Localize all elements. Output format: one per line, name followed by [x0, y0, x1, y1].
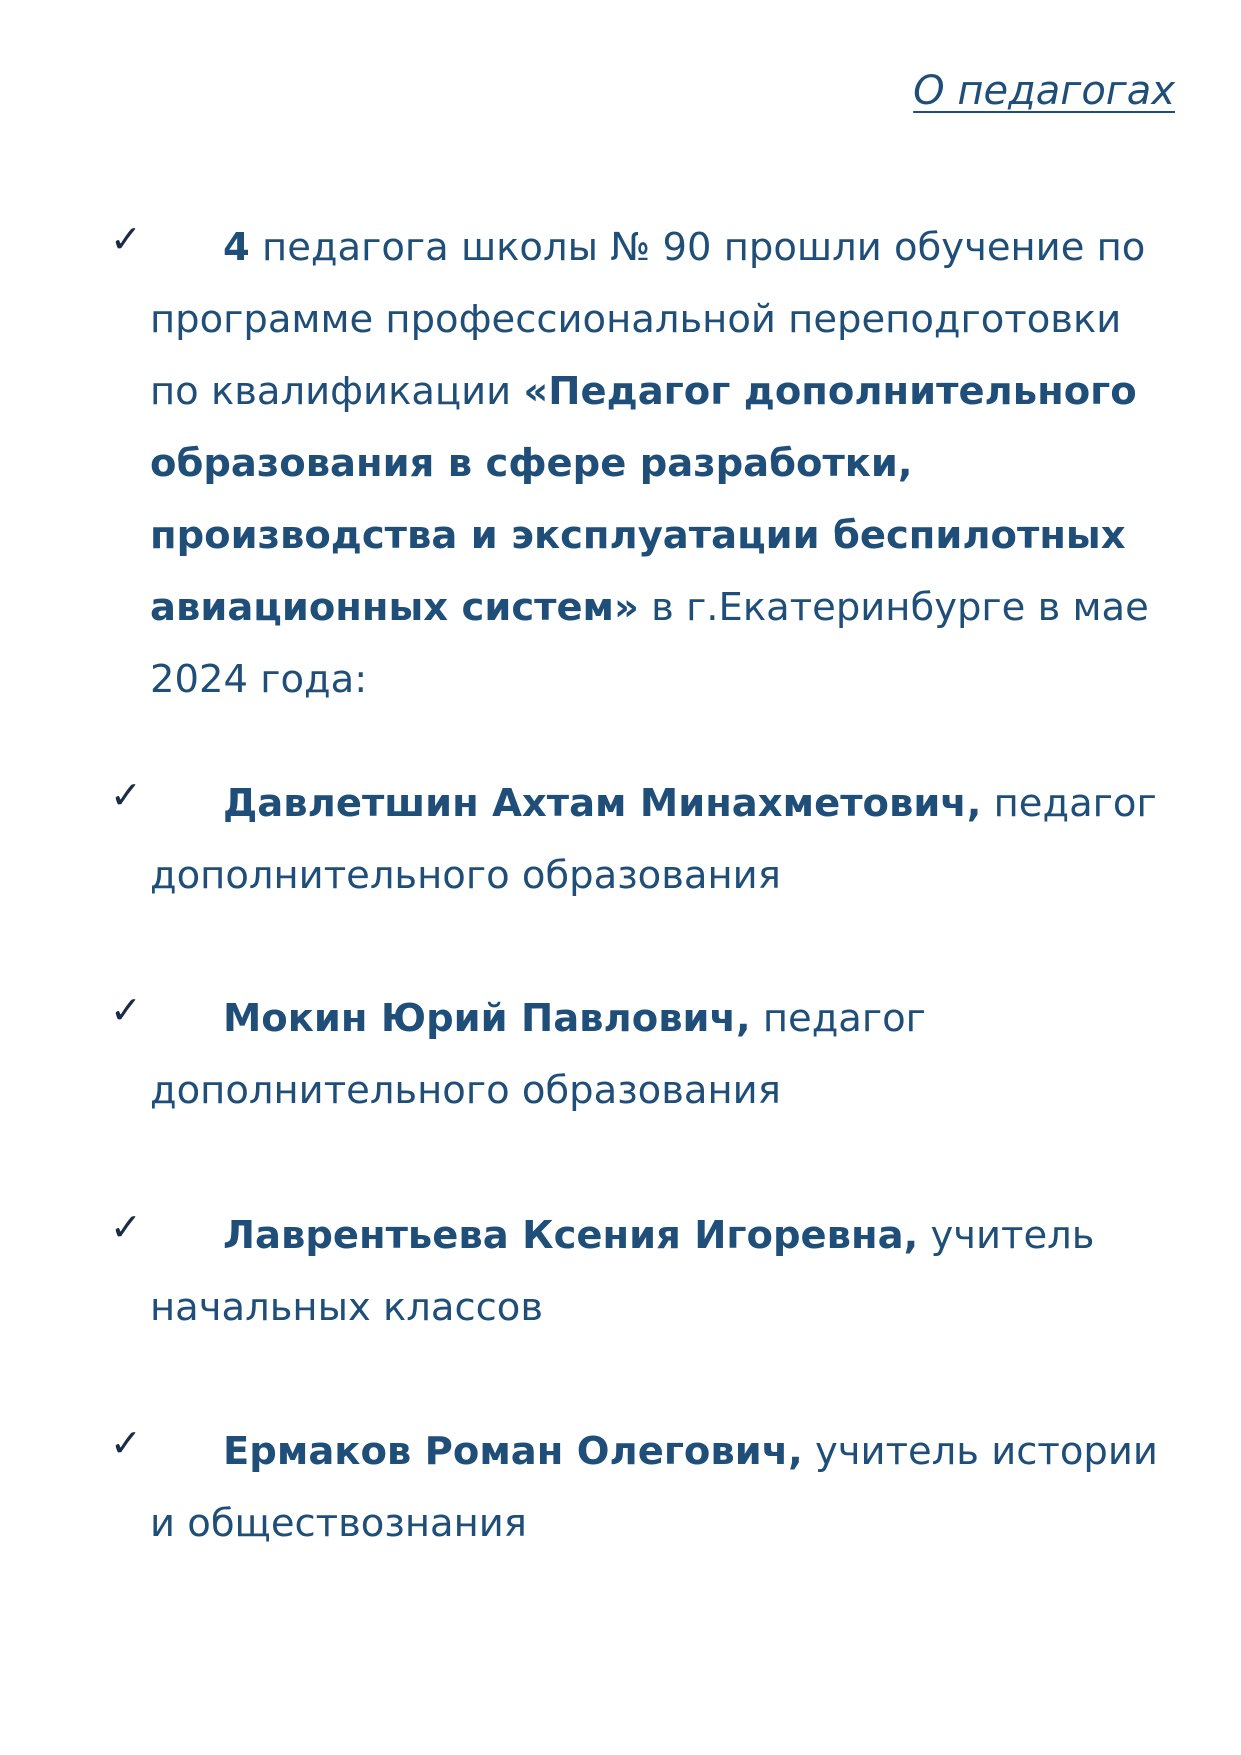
teacher-role: педагог дополнительного образования: [150, 781, 1157, 898]
teacher-name: Мокин Юрий Павлович,: [223, 996, 751, 1041]
intro-text-part-1: педагога школы № 90 прошли обучение по программе профессиональной переподготовки по квалификации: [150, 225, 1146, 414]
program-title: «Педагог дополнительного образования в сфере разработки, производства и эксплуатации беспилотных авиационных систем»: [150, 369, 1137, 630]
teacher-count: 4: [223, 225, 250, 270]
teacher-entry: [150, 983, 1170, 1127]
teacher-entry: [150, 1200, 1170, 1344]
check-icon: ✓: [110, 988, 142, 1032]
about-teachers-link[interactable]: О педагогах: [913, 68, 1175, 114]
check-icon: ✓: [110, 1421, 142, 1465]
check-icon: ✓: [110, 773, 142, 817]
teacher-role: педагог дополнительного образования: [150, 996, 926, 1113]
teacher-entry: [150, 1416, 1170, 1560]
check-icon: ✓: [110, 1205, 142, 1249]
teacher-name: Лаврентьева Ксения Игоревна,: [223, 1213, 919, 1258]
teacher-name: Давлетшин Ахтам Минахметович,: [223, 781, 982, 826]
intro-text-part-2: в г.Екатеринбурге в мае 2024 года:: [150, 585, 1149, 702]
intro-text: [150, 212, 1170, 716]
teacher-role: учитель истории и обществознания: [150, 1429, 1158, 1546]
check-icon: ✓: [110, 217, 142, 261]
teacher-entry: [150, 768, 1170, 912]
teacher-role: учитель начальных классов: [150, 1213, 1095, 1330]
teacher-name: Ермаков Роман Олегович,: [223, 1429, 803, 1474]
